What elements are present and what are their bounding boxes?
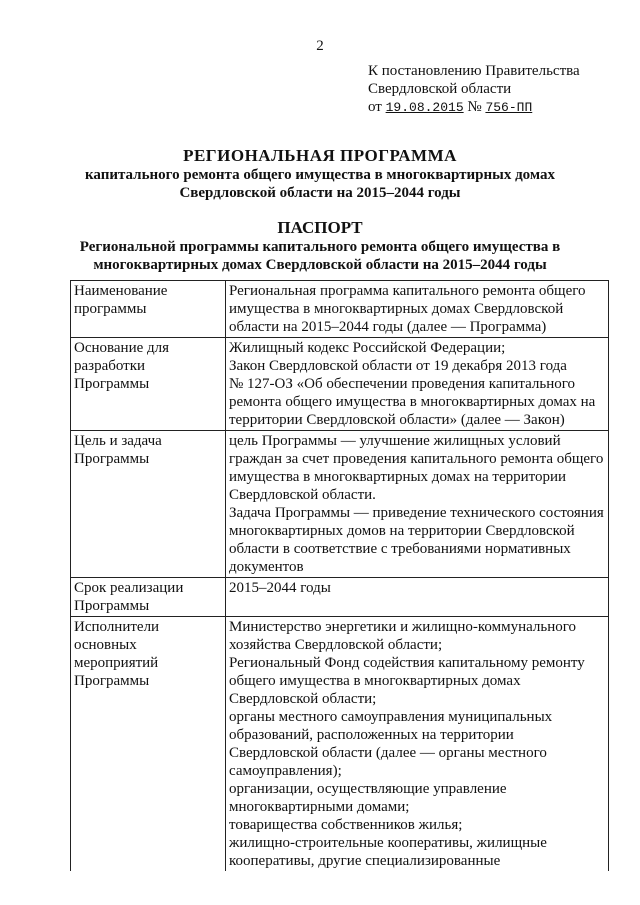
value-line: Министерство энергетики и жилищно-коммунального [229, 619, 577, 635]
table-row [71, 431, 609, 578]
value-line: хозяйства Свердловской области; [229, 637, 443, 653]
row-value [226, 338, 609, 431]
approval-from-label: от [368, 99, 382, 115]
value-line: документов [229, 559, 304, 575]
value-line: имущества в многоквартирных домах Свердловской [229, 301, 564, 317]
label-line: Программы [74, 451, 150, 467]
row-label [71, 431, 226, 578]
value-line: области на 2015–2044 годы (далее — Программа) [229, 319, 547, 335]
table-row [71, 338, 609, 431]
row-value [226, 578, 609, 617]
value-line: образований, расположенных на территории [229, 727, 514, 743]
row-label [71, 338, 226, 431]
label-line: Наименование [74, 283, 168, 299]
label-line: мероприятий [74, 655, 159, 671]
row-value [226, 617, 609, 872]
title-line-2: капитального ремонта общего имущества в многоквартирных домах [85, 167, 555, 183]
value-line: № 127-ОЗ «Об обеспечении проведения капитального [229, 376, 576, 392]
label-line: основных [74, 637, 137, 653]
label-line: Программы [74, 376, 150, 392]
value-line: общего имущества в многоквартирных домах [229, 673, 521, 689]
approval-line-1: К постановлению Правительства [368, 63, 580, 79]
value-line: имущества в многоквартирных домах на территории [229, 469, 567, 485]
title-line-3: Свердловской области на 2015–2044 годы [179, 185, 461, 201]
approval-number: 756-ПП [485, 100, 533, 115]
value-line: цель Программы — улучшение жилищных условий [229, 433, 561, 449]
document-title [0, 146, 640, 202]
table-row [71, 281, 609, 338]
row-label [71, 578, 226, 617]
row-value [226, 281, 609, 338]
value-line: Задача Программы — приведение технического состояния [229, 505, 604, 521]
value-line: кооперативы, другие специализированные [229, 853, 501, 869]
page-number: 2 [316, 38, 324, 54]
passport-table [70, 280, 609, 871]
row-label [71, 617, 226, 872]
value-line: Жилищный кодекс Российской Федерации; [229, 340, 506, 356]
approval-stamp [368, 62, 580, 117]
label-line: Исполнители [74, 619, 160, 635]
value-line: самоуправления); [229, 763, 342, 779]
passport-heading: ПАСПОРТ [277, 218, 363, 237]
label-line: Основание для [74, 340, 170, 356]
value-line: граждан за счет проведения капитального ремонта общего [229, 451, 604, 467]
approval-date: 19.08.2015 [385, 100, 464, 115]
value-line: территории Свердловской области» (далее — Закон) [229, 412, 565, 428]
label-line: Цель и задача [74, 433, 162, 449]
value-line: жилищно-строительные кооперативы, жилищные [229, 835, 547, 851]
value-line: области в соответствие с требованиями нормативных [229, 541, 571, 557]
value-line: Свердловской области; [229, 691, 377, 707]
value-line: органы местного самоуправления муниципальных [229, 709, 553, 725]
row-value [226, 431, 609, 578]
table-row [71, 617, 609, 872]
value-line: организации, осуществляющие управление [229, 781, 507, 797]
value-line: Свердловской области. [229, 487, 376, 503]
label-line: программы [74, 301, 147, 317]
value-line: ремонта общего имущества в многоквартирных домах на [229, 394, 596, 410]
passport-subtitle-line-2: многоквартирных домах Свердловской области на 2015–2044 годы [93, 257, 547, 273]
label-line: Программы [74, 673, 150, 689]
passport-heading-block [0, 218, 640, 274]
title-line-1: РЕГИОНАЛЬНАЯ ПРОГРАММА [183, 146, 457, 165]
approval-date-line [368, 98, 580, 117]
table-row [71, 578, 609, 617]
approval-line-2: Свердловской области [368, 81, 512, 97]
value-line: Региональная программа капитального ремонта общего [229, 283, 586, 299]
row-label [71, 281, 226, 338]
label-line: Программы [74, 598, 150, 614]
label-line: Срок реализации [74, 580, 184, 596]
value-line: многоквартирных домов на территории Свердловской [229, 523, 575, 539]
value-line: Закон Свердловской области от 19 декабря 2013 года [229, 358, 567, 374]
value-line: Свердловской области (далее — органы местного [229, 745, 547, 761]
value-line: Региональный Фонд содействия капитальному ремонту [229, 655, 585, 671]
approval-number-label: № [467, 99, 482, 115]
value-line: многоквартирными домами; [229, 799, 410, 815]
label-line: разработки [74, 358, 146, 374]
passport-subtitle-line-1: Региональной программы капитального ремонта общего имущества в [79, 239, 561, 255]
value-line: товарищества собственников жилья; [229, 817, 463, 833]
value-line: 2015–2044 годы [229, 580, 331, 596]
